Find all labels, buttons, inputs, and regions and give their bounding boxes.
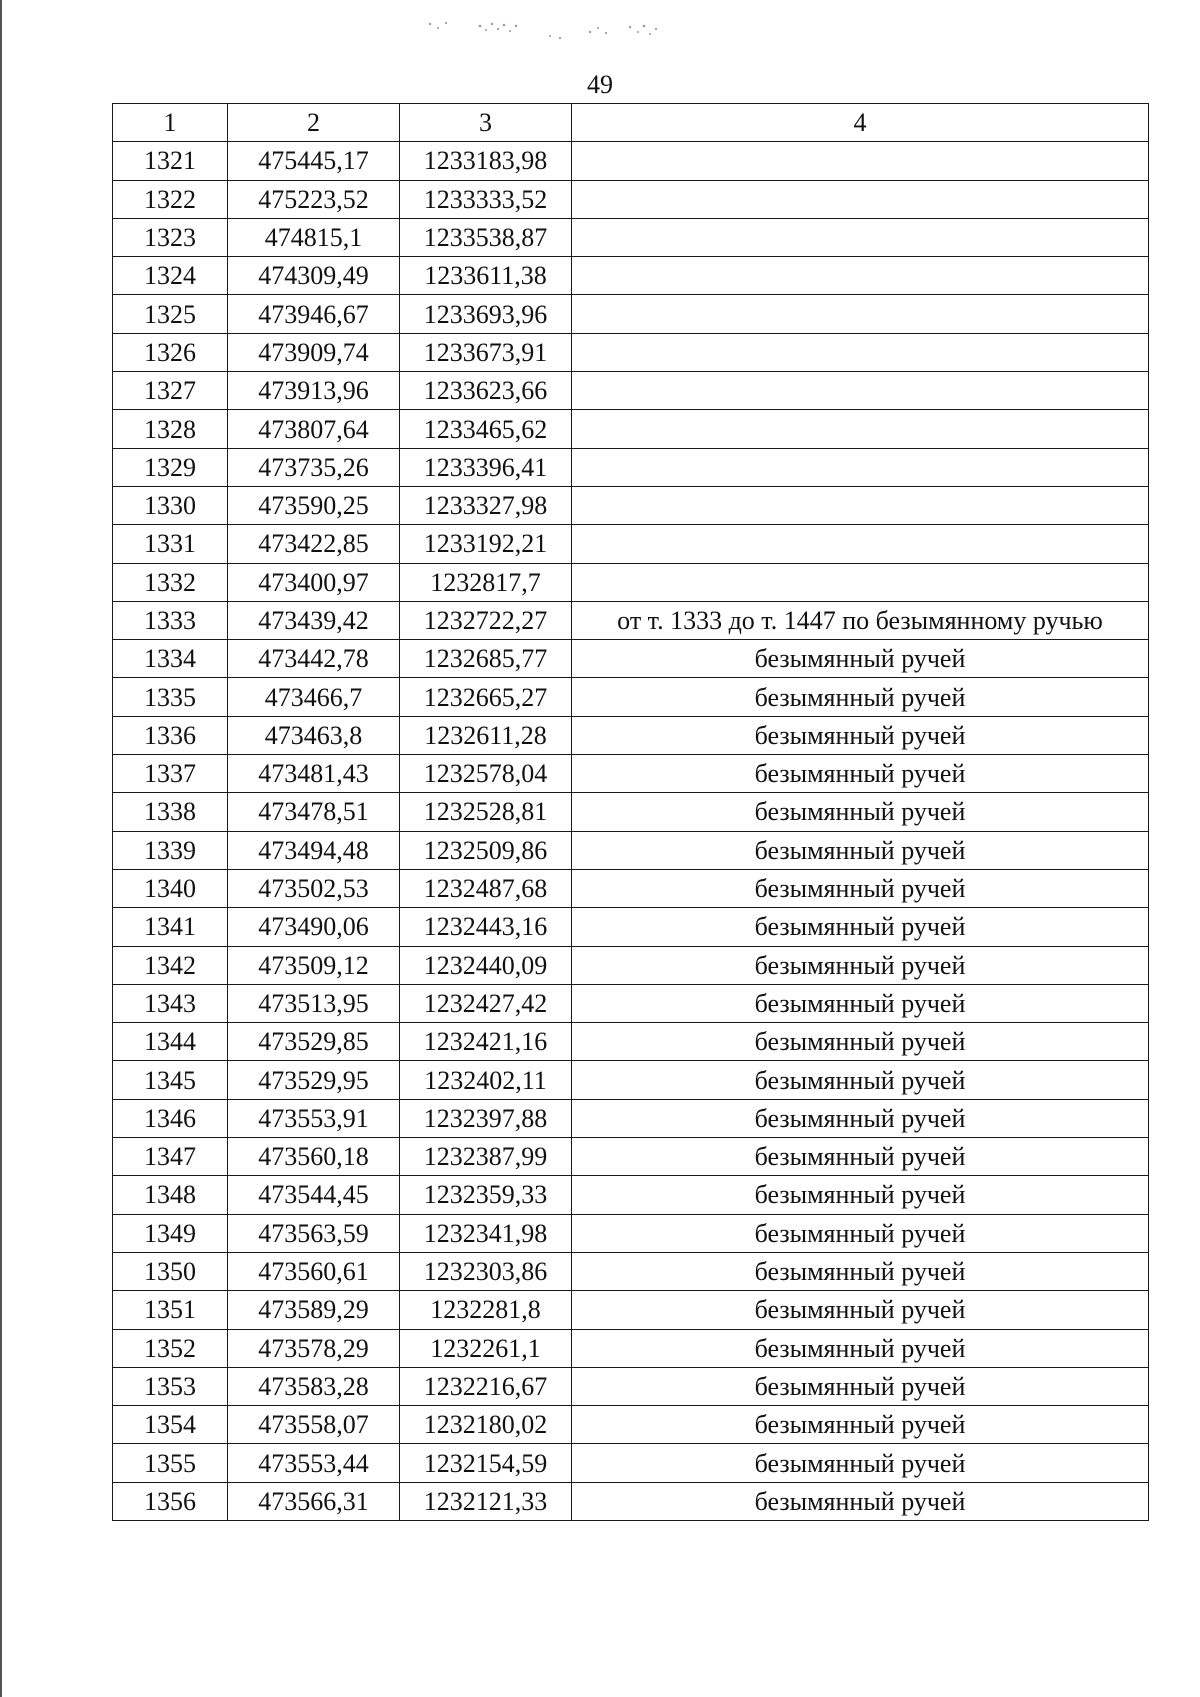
table-row: [113, 525, 1149, 563]
point-number-cell: 1346: [113, 1099, 228, 1137]
description-cell: [572, 410, 1149, 448]
description-cell: безымянный ручей: [572, 1482, 1149, 1520]
x-coordinate-cell: 473560,61: [228, 1252, 400, 1290]
table-row: [113, 1406, 1149, 1444]
description-cell: безымянный ручей: [572, 1291, 1149, 1329]
x-coordinate-cell: 474309,49: [228, 257, 400, 295]
y-coordinate-cell: 1233333,52: [400, 180, 572, 218]
page-number: 49: [587, 70, 613, 99]
point-number-cell: 1351: [113, 1291, 228, 1329]
point-number-cell: 1340: [113, 869, 228, 907]
y-coordinate-cell: 1233396,41: [400, 448, 572, 486]
x-coordinate-cell: 473502,53: [228, 869, 400, 907]
table-row: [113, 908, 1149, 946]
y-coordinate-cell: 1232387,99: [400, 1138, 572, 1176]
point-number-cell: 1335: [113, 678, 228, 716]
description-cell: безымянный ручей: [572, 1252, 1149, 1290]
y-coordinate-cell: 1232611,28: [400, 716, 572, 754]
table-row: [113, 142, 1149, 180]
table-row: [113, 678, 1149, 716]
description-cell: безымянный ручей: [572, 908, 1149, 946]
description-cell: [572, 180, 1149, 218]
x-coordinate-cell: 473439,42: [228, 601, 400, 639]
y-coordinate-cell: 1233538,87: [400, 218, 572, 256]
description-cell: безымянный ручей: [572, 793, 1149, 831]
point-number-cell: 1347: [113, 1138, 228, 1176]
point-number-cell: 1344: [113, 1023, 228, 1061]
point-number-cell: 1338: [113, 793, 228, 831]
column-header-3: 3: [400, 104, 572, 142]
y-coordinate-cell: 1232443,16: [400, 908, 572, 946]
point-number-cell: 1325: [113, 295, 228, 333]
description-cell: [572, 372, 1149, 410]
description-cell: [572, 525, 1149, 563]
description-cell: безымянный ручей: [572, 1061, 1149, 1099]
description-cell: безымянный ручей: [572, 1023, 1149, 1061]
description-cell: от т. 1333 до т. 1447 по безымянному ручью: [572, 601, 1149, 639]
y-coordinate-cell: 1232397,88: [400, 1099, 572, 1137]
point-number-cell: 1336: [113, 716, 228, 754]
x-coordinate-cell: 473563,59: [228, 1214, 400, 1252]
point-number-cell: 1343: [113, 984, 228, 1022]
description-cell: безымянный ручей: [572, 755, 1149, 793]
x-coordinate-cell: 473913,96: [228, 372, 400, 410]
x-coordinate-cell: 473466,7: [228, 678, 400, 716]
description-cell: [572, 295, 1149, 333]
table-row: [113, 1214, 1149, 1252]
table-row: [113, 946, 1149, 984]
y-coordinate-cell: 1232421,16: [400, 1023, 572, 1061]
table-row: [113, 486, 1149, 524]
point-number-cell: 1348: [113, 1176, 228, 1214]
y-coordinate-cell: 1232665,27: [400, 678, 572, 716]
description-cell: безымянный ручей: [572, 831, 1149, 869]
x-coordinate-cell: 473583,28: [228, 1367, 400, 1405]
x-coordinate-cell: 473553,91: [228, 1099, 400, 1137]
column-header-4: 4: [572, 104, 1149, 142]
y-coordinate-cell: 1233327,98: [400, 486, 572, 524]
point-number-cell: 1355: [113, 1444, 228, 1482]
column-header-1: 1: [113, 104, 228, 142]
table-row: [113, 1367, 1149, 1405]
table-row: [113, 180, 1149, 218]
description-cell: [572, 448, 1149, 486]
table-row: [113, 257, 1149, 295]
x-coordinate-cell: 473578,29: [228, 1329, 400, 1367]
x-coordinate-cell: 473400,97: [228, 563, 400, 601]
x-coordinate-cell: 473553,44: [228, 1444, 400, 1482]
description-cell: [572, 142, 1149, 180]
x-coordinate-cell: 473560,18: [228, 1138, 400, 1176]
page-left-edge: [0, 0, 2, 1697]
description-cell: безымянный ручей: [572, 1329, 1149, 1367]
x-coordinate-cell: 473544,45: [228, 1176, 400, 1214]
point-number-cell: 1337: [113, 755, 228, 793]
table-row: [113, 1023, 1149, 1061]
x-coordinate-cell: 475223,52: [228, 180, 400, 218]
description-cell: [572, 257, 1149, 295]
description-cell: [572, 486, 1149, 524]
y-coordinate-cell: 1233465,62: [400, 410, 572, 448]
x-coordinate-cell: 473442,78: [228, 640, 400, 678]
x-coordinate-cell: 475445,17: [228, 142, 400, 180]
description-cell: безымянный ручей: [572, 984, 1149, 1022]
x-coordinate-cell: 473807,64: [228, 410, 400, 448]
column-header-2: 2: [228, 104, 400, 142]
description-cell: безымянный ручей: [572, 1406, 1149, 1444]
description-cell: [572, 218, 1149, 256]
y-coordinate-cell: 1232121,33: [400, 1482, 572, 1520]
coordinates-table: [112, 103, 1149, 1521]
y-coordinate-cell: 1232359,33: [400, 1176, 572, 1214]
x-coordinate-cell: 473589,29: [228, 1291, 400, 1329]
point-number-cell: 1329: [113, 448, 228, 486]
y-coordinate-cell: 1232154,59: [400, 1444, 572, 1482]
y-coordinate-cell: 1232440,09: [400, 946, 572, 984]
point-number-cell: 1349: [113, 1214, 228, 1252]
description-cell: безымянный ручей: [572, 869, 1149, 907]
y-coordinate-cell: 1232528,81: [400, 793, 572, 831]
table-header: [113, 104, 1149, 142]
table-row: [113, 831, 1149, 869]
table-header-row: [113, 104, 1149, 142]
point-number-cell: 1341: [113, 908, 228, 946]
x-coordinate-cell: 474815,1: [228, 218, 400, 256]
y-coordinate-cell: 1233673,91: [400, 333, 572, 371]
point-number-cell: 1350: [113, 1252, 228, 1290]
table-row: [113, 410, 1149, 448]
y-coordinate-cell: 1232487,68: [400, 869, 572, 907]
x-coordinate-cell: 473463,8: [228, 716, 400, 754]
point-number-cell: 1356: [113, 1482, 228, 1520]
x-coordinate-cell: 473509,12: [228, 946, 400, 984]
table-row: [113, 1291, 1149, 1329]
point-number-cell: 1354: [113, 1406, 228, 1444]
table-row: [113, 601, 1149, 639]
y-coordinate-cell: 1233192,21: [400, 525, 572, 563]
point-number-cell: 1327: [113, 372, 228, 410]
description-cell: безымянный ручей: [572, 1138, 1149, 1176]
table-row: [113, 869, 1149, 907]
y-coordinate-cell: 1233623,66: [400, 372, 572, 410]
point-number-cell: 1324: [113, 257, 228, 295]
description-cell: [572, 333, 1149, 371]
y-coordinate-cell: 1233183,98: [400, 142, 572, 180]
point-number-cell: 1331: [113, 525, 228, 563]
description-cell: безымянный ручей: [572, 946, 1149, 984]
table-row: [113, 1061, 1149, 1099]
y-coordinate-cell: 1232817,7: [400, 563, 572, 601]
x-coordinate-cell: 473909,74: [228, 333, 400, 371]
description-cell: безымянный ручей: [572, 1176, 1149, 1214]
point-number-cell: 1322: [113, 180, 228, 218]
table-row: [113, 1444, 1149, 1482]
y-coordinate-cell: 1232427,42: [400, 984, 572, 1022]
point-number-cell: 1323: [113, 218, 228, 256]
y-coordinate-cell: 1232216,67: [400, 1367, 572, 1405]
y-coordinate-cell: 1232722,27: [400, 601, 572, 639]
scan-noise-marks: [420, 14, 720, 42]
point-number-cell: 1334: [113, 640, 228, 678]
description-cell: безымянный ручей: [572, 1367, 1149, 1405]
point-number-cell: 1353: [113, 1367, 228, 1405]
x-coordinate-cell: 473513,95: [228, 984, 400, 1022]
description-cell: [572, 563, 1149, 601]
table-row: [113, 295, 1149, 333]
x-coordinate-cell: 473529,85: [228, 1023, 400, 1061]
table-row: [113, 1176, 1149, 1214]
x-coordinate-cell: 473490,06: [228, 908, 400, 946]
description-cell: безымянный ручей: [572, 716, 1149, 754]
table-row: [113, 563, 1149, 601]
table-row: [113, 984, 1149, 1022]
y-coordinate-cell: 1232509,86: [400, 831, 572, 869]
table-row: [113, 218, 1149, 256]
point-number-cell: 1345: [113, 1061, 228, 1099]
table-row: [113, 755, 1149, 793]
x-coordinate-cell: 473735,26: [228, 448, 400, 486]
table-row: [113, 1138, 1149, 1176]
table-row: [113, 1099, 1149, 1137]
point-number-cell: 1332: [113, 563, 228, 601]
x-coordinate-cell: 473422,85: [228, 525, 400, 563]
y-coordinate-cell: 1232578,04: [400, 755, 572, 793]
y-coordinate-cell: 1232261,1: [400, 1329, 572, 1367]
description-cell: безымянный ручей: [572, 1444, 1149, 1482]
point-number-cell: 1342: [113, 946, 228, 984]
point-number-cell: 1330: [113, 486, 228, 524]
table-row: [113, 716, 1149, 754]
y-coordinate-cell: 1232180,02: [400, 1406, 572, 1444]
table-body: [113, 142, 1149, 1521]
description-cell: безымянный ручей: [572, 1099, 1149, 1137]
table-row: [113, 448, 1149, 486]
point-number-cell: 1321: [113, 142, 228, 180]
y-coordinate-cell: 1232685,77: [400, 640, 572, 678]
point-number-cell: 1333: [113, 601, 228, 639]
x-coordinate-cell: 473590,25: [228, 486, 400, 524]
table-row: [113, 793, 1149, 831]
y-coordinate-cell: 1232303,86: [400, 1252, 572, 1290]
table-row: [113, 1482, 1149, 1520]
x-coordinate-cell: 473529,95: [228, 1061, 400, 1099]
point-number-cell: 1328: [113, 410, 228, 448]
y-coordinate-cell: 1233693,96: [400, 295, 572, 333]
table-row: [113, 1252, 1149, 1290]
y-coordinate-cell: 1232402,11: [400, 1061, 572, 1099]
description-cell: безымянный ручей: [572, 678, 1149, 716]
description-cell: безымянный ручей: [572, 1214, 1149, 1252]
y-coordinate-cell: 1232341,98: [400, 1214, 572, 1252]
point-number-cell: 1352: [113, 1329, 228, 1367]
y-coordinate-cell: 1233611,38: [400, 257, 572, 295]
table-row: [113, 640, 1149, 678]
x-coordinate-cell: 473566,31: [228, 1482, 400, 1520]
point-number-cell: 1326: [113, 333, 228, 371]
point-number-cell: 1339: [113, 831, 228, 869]
table-row: [113, 333, 1149, 371]
x-coordinate-cell: 473558,07: [228, 1406, 400, 1444]
x-coordinate-cell: 473946,67: [228, 295, 400, 333]
table-row: [113, 372, 1149, 410]
y-coordinate-cell: 1232281,8: [400, 1291, 572, 1329]
description-cell: безымянный ручей: [572, 640, 1149, 678]
x-coordinate-cell: 473494,48: [228, 831, 400, 869]
x-coordinate-cell: 473478,51: [228, 793, 400, 831]
table-row: [113, 1329, 1149, 1367]
x-coordinate-cell: 473481,43: [228, 755, 400, 793]
